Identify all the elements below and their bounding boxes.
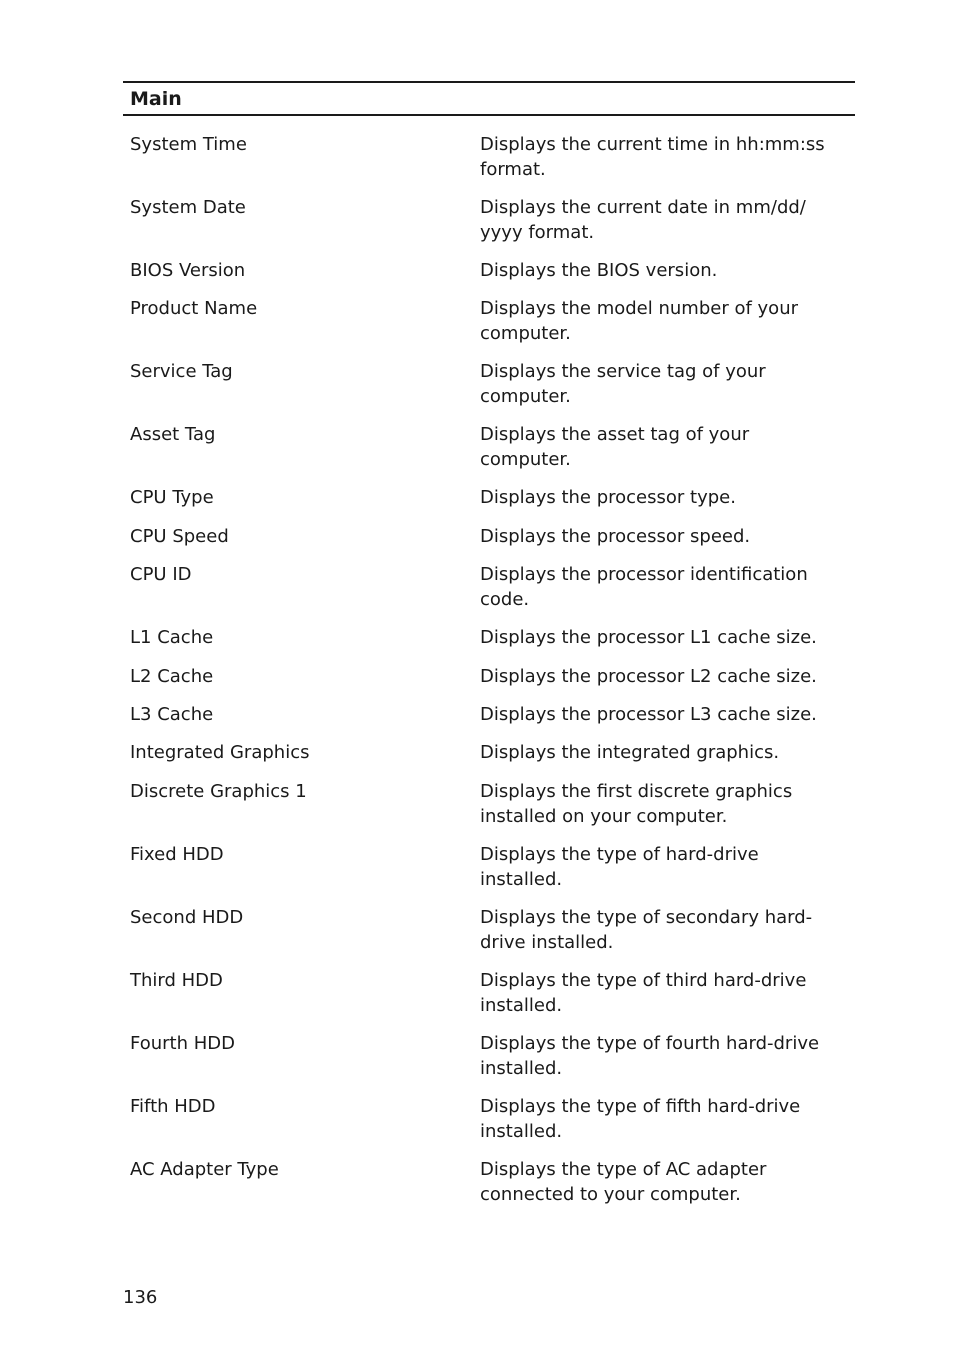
setting-description: [473, 485, 848, 510]
description-line: Displays the model number of your: [480, 298, 798, 319]
description-line: Displays the type of fourth hard-drive: [480, 1033, 820, 1054]
description-line: Displays the type of fifth hard-drive: [480, 1096, 801, 1117]
setting-name: Fourth HDD: [130, 1033, 235, 1054]
table-row: [123, 1031, 855, 1081]
setting-description: [473, 905, 848, 955]
description-line: Displays the asset tag of your: [480, 424, 750, 445]
setting-description: [473, 258, 848, 283]
description-line: installed on your computer.: [480, 806, 728, 827]
setting-description: [473, 625, 848, 650]
setting-description: [473, 968, 848, 1018]
table-row: [123, 664, 855, 689]
setting-description: [473, 132, 848, 182]
description-line: Displays the current date in mm/dd/: [480, 197, 806, 218]
page-number: 136: [123, 1287, 158, 1308]
description-line: Displays the processor L1 cache size.: [480, 627, 817, 648]
setting-name: Asset Tag: [130, 424, 216, 445]
setting-description: [473, 740, 848, 765]
setting-name: CPU ID: [130, 564, 192, 585]
description-line: Displays the type of AC adapter: [480, 1159, 767, 1180]
description-line: Displays the type of third hard-drive: [480, 970, 807, 991]
description-line: installed.: [480, 995, 563, 1016]
description-line: Displays the processor L2 cache size.: [480, 666, 817, 687]
setting-name: L1 Cache: [130, 627, 214, 648]
table-row: [123, 132, 855, 182]
description-line: connected to your computer.: [480, 1184, 741, 1205]
description-line: computer.: [480, 386, 571, 407]
description-line: computer.: [480, 449, 571, 470]
description-line: Displays the processor L3 cache size.: [480, 704, 817, 725]
table-row: [123, 1157, 855, 1207]
table-row: [123, 625, 855, 650]
table-row: [123, 296, 855, 346]
description-line: Displays the processor speed.: [480, 526, 751, 547]
table-row: [123, 422, 855, 472]
setting-description: [473, 422, 848, 472]
setting-name: System Time: [130, 134, 247, 155]
setting-description: [473, 779, 848, 829]
setting-description: [473, 195, 848, 245]
setting-name: L3 Cache: [130, 704, 214, 725]
setting-description: [473, 842, 848, 892]
table-row: [123, 359, 855, 409]
setting-name: L2 Cache: [130, 666, 214, 687]
table-row: [123, 195, 855, 245]
setting-name: Fifth HDD: [130, 1096, 216, 1117]
setting-name: CPU Speed: [130, 526, 229, 547]
description-line: drive installed.: [480, 932, 614, 953]
description-line: Displays the current time in hh:mm:ss: [480, 134, 825, 155]
setting-name: BIOS Version: [130, 260, 246, 281]
table-header: [123, 81, 855, 116]
main-settings-table: [123, 81, 855, 1205]
description-line: Displays the service tag of your: [480, 361, 766, 382]
setting-description: [473, 664, 848, 689]
setting-description: [473, 1031, 848, 1081]
description-line: Displays the processor identification: [480, 564, 808, 585]
description-line: code.: [480, 589, 530, 610]
description-line: installed.: [480, 869, 563, 890]
setting-name: Integrated Graphics: [130, 742, 310, 763]
description-line: Displays the type of hard-drive: [480, 844, 759, 865]
table-row: [123, 485, 855, 510]
setting-description: [473, 359, 848, 409]
setting-description: [473, 524, 848, 549]
table-header-label: Main: [130, 87, 182, 110]
table-row: [123, 1094, 855, 1144]
table-row: [123, 842, 855, 892]
description-line: Displays the processor type.: [480, 487, 736, 508]
table-row: [123, 562, 855, 612]
description-line: Displays the type of secondary hard-: [480, 907, 813, 928]
setting-name: Second HDD: [130, 907, 244, 928]
table-row: [123, 905, 855, 955]
setting-name: Fixed HDD: [130, 844, 224, 865]
setting-description: [473, 562, 848, 612]
setting-name: Service Tag: [130, 361, 233, 382]
setting-description: [473, 1157, 848, 1207]
table-row: [123, 968, 855, 1018]
setting-name: System Date: [130, 197, 246, 218]
description-line: computer.: [480, 323, 571, 344]
description-line: Displays the integrated graphics.: [480, 742, 780, 763]
description-line: installed.: [480, 1121, 563, 1142]
table-row: [123, 258, 855, 283]
setting-name: AC Adapter Type: [130, 1159, 279, 1180]
description-line: Displays the BIOS version.: [480, 260, 718, 281]
setting-name: Product Name: [130, 298, 258, 319]
setting-description: [473, 296, 848, 346]
setting-description: [473, 702, 848, 727]
setting-name: Third HDD: [130, 970, 223, 991]
setting-description: [473, 1094, 848, 1144]
table-row: [123, 702, 855, 727]
setting-name: CPU Type: [130, 487, 214, 508]
setting-name: Discrete Graphics 1: [130, 781, 307, 802]
table-row: [123, 779, 855, 829]
description-line: format.: [480, 159, 546, 180]
description-line: Displays the first discrete graphics: [480, 781, 793, 802]
description-line: installed.: [480, 1058, 563, 1079]
description-line: yyyy format.: [480, 222, 595, 243]
table-row: [123, 740, 855, 765]
table-row: [123, 524, 855, 549]
